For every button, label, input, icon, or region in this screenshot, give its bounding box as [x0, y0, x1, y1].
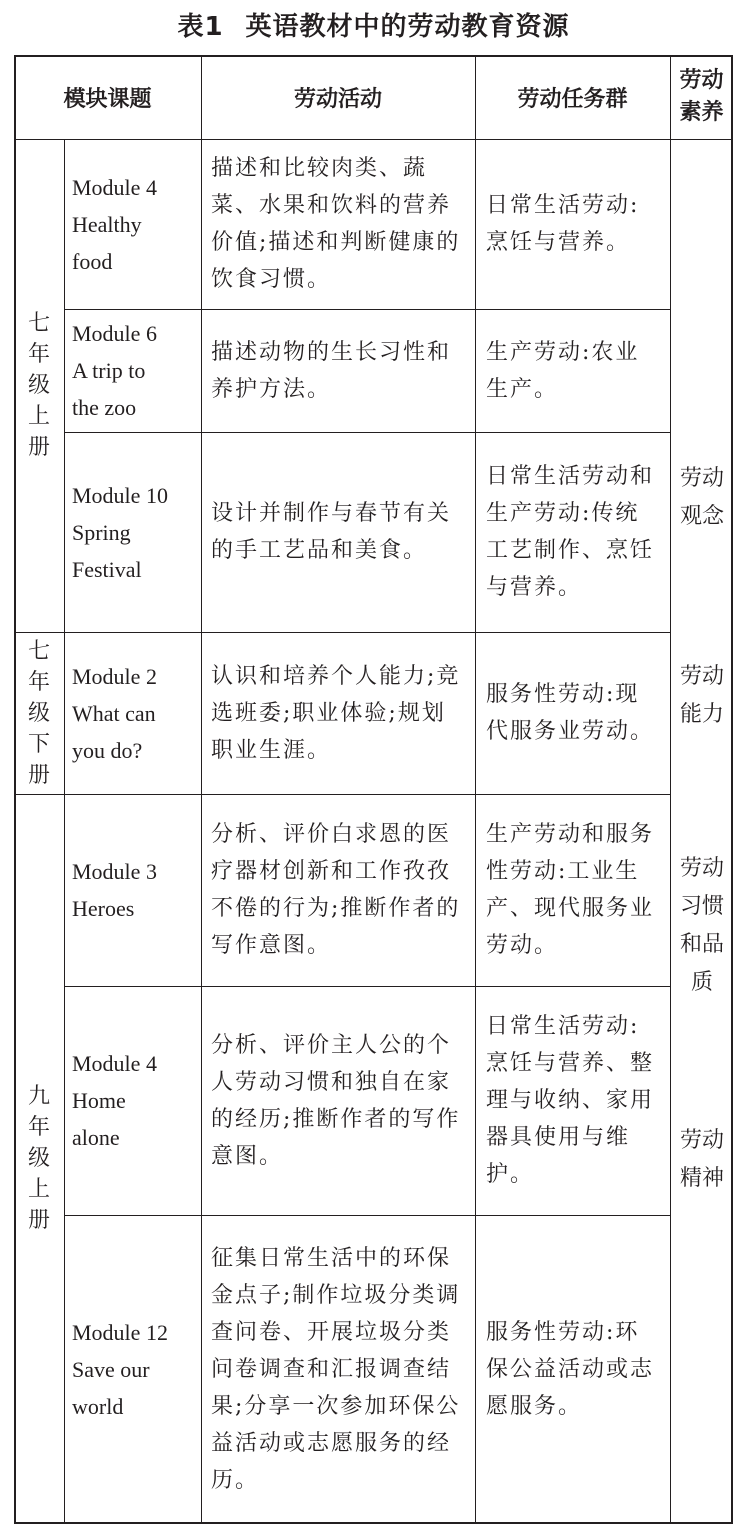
task-group-text: 日常生活劳动:烹饪与营养、整理与收纳、家用器具使用与维护。 [486, 1014, 655, 1187]
competency-label: 劳动精神 [680, 1128, 725, 1191]
header-module: 模块课题 [63, 86, 152, 112]
activity-text: 征集日常生活中的环保金点子;制作垃圾分类调查问卷、开展垃圾分类问卷调查和汇报调查结果;分享一次参加环保公益活动或志愿服务的经历。 [211, 1245, 461, 1493]
task-group-text: 日常生活劳动和生产劳动:传统工艺制作、烹饪与营养。 [486, 464, 655, 600]
activity-text: 描述和比较肉类、蔬菜、水果和饮料的营养价值;描述和判断健康的饮食习惯。 [211, 156, 461, 292]
activity-text: 分析、评价白求恩的医疗器材创新和工作孜孜不倦的行为;推断作者的写作意图。 [211, 822, 461, 958]
task-group-text: 生产劳动:农业生产。 [486, 339, 640, 402]
resource-table [14, 55, 733, 1524]
header-task-group: 劳动任务群 [517, 86, 628, 112]
task-group-text: 日常生活劳动:烹饪与营养。 [486, 193, 640, 255]
grade-label [14, 794, 64, 1523]
activity-text: 认识和培养个人能力;竞选班委;职业体验;规划职业生涯。 [211, 663, 461, 763]
activity-text: 分析、评价主人公的个人劳动习惯和独自在家的经历;推断作者的写作意图。 [211, 1032, 461, 1169]
module-title: Module 3 Heroes [72, 859, 157, 921]
table-number: 表1 [177, 12, 224, 42]
column-divider [670, 55, 671, 1523]
module-title: Module 6 A trip to the zoo [72, 321, 157, 420]
module-title: Module 4 Home alone [72, 1051, 157, 1150]
module-title: Module 4 Healthy food [72, 174, 157, 274]
task-group-text: 服务性劳动:现代服务业劳动。 [486, 682, 655, 744]
module-title: Module 10 Spring Festival [72, 482, 168, 582]
grade-text: 七年级下册 [27, 638, 50, 788]
grade-label [14, 139, 64, 632]
table-title: 英语教材中的劳动教育资源 [245, 12, 570, 42]
grade-text: 九年级上册 [27, 1084, 50, 1233]
competency-label: 劳动观念 [680, 466, 725, 529]
task-group-text: 生产劳动和服务性劳动:工业生产、现代服务业劳动。 [486, 822, 655, 958]
activity-text: 设计并制作与春节有关的手工艺品和美食。 [211, 501, 452, 563]
competency-label: 劳动能力 [680, 664, 725, 727]
competency-label: 劳动习惯和品质 [680, 856, 725, 995]
grade-text: 七年级上册 [27, 311, 50, 460]
task-group-text: 服务性劳动:环保公益活动或志愿服务。 [486, 1319, 655, 1419]
module-title: Module 2 What can you do? [72, 663, 157, 763]
table-caption [0, 6, 747, 43]
table-right-border [731, 55, 733, 1524]
header-activity: 劳动活动 [293, 86, 382, 112]
header-competency: 劳动素养 [679, 68, 724, 125]
grade-label [14, 632, 64, 794]
activity-text: 描述动物的生长习性和养护方法。 [211, 339, 452, 402]
module-title: Module 12 Save our world [72, 1319, 168, 1419]
